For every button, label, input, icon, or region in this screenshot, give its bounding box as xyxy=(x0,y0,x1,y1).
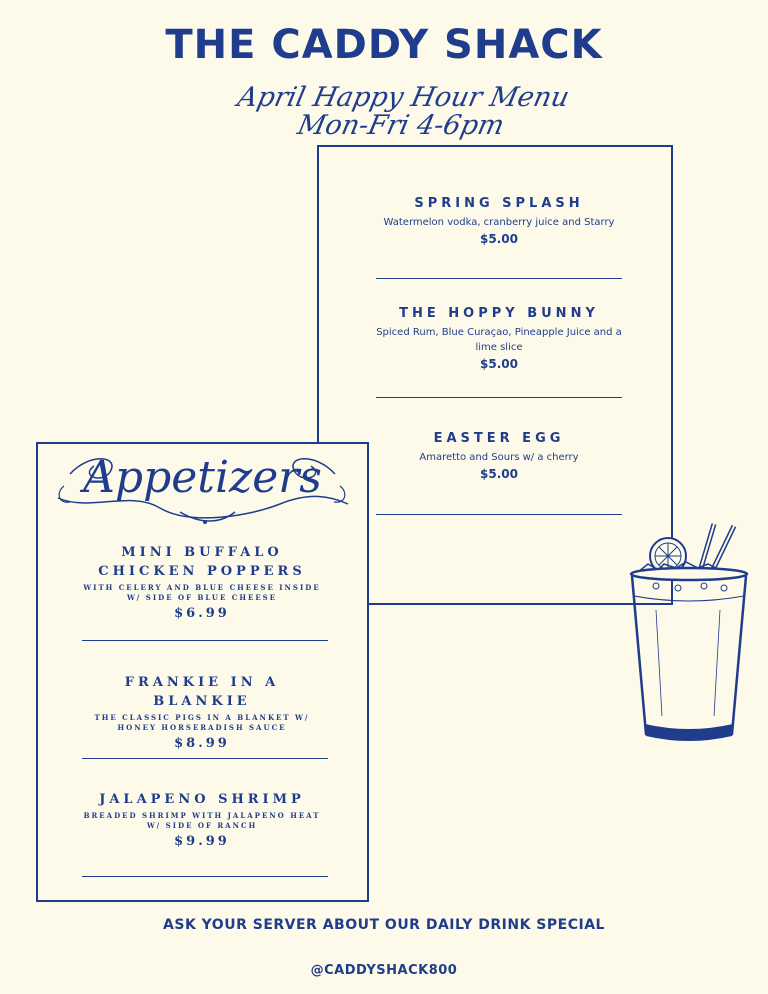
appetizers-heading xyxy=(50,446,355,526)
drinks-panel xyxy=(317,145,673,605)
appetizers-title: Appetizers xyxy=(83,452,322,503)
drink-item xyxy=(359,431,639,481)
appetizer-item xyxy=(82,790,322,849)
appetizer-description: BREADED SHRIMP WITH JALAPENO HEAT W/ SIDE OF RANCH xyxy=(83,811,321,830)
menu-hours: Mon-Fri 4-6pm xyxy=(294,110,507,141)
divider xyxy=(82,758,328,759)
daily-special-note: ASK YOUR SERVER ABOUT OUR DAILY DRINK SPECIAL xyxy=(163,917,605,933)
appetizer-price: $8.99 xyxy=(174,736,230,751)
appetizer-description: WITH CELERY AND BLUE CHEESE INSIDE W/ SIDE OF BLUE CHEESE xyxy=(83,583,321,602)
menu-subtitle: April Happy Hour Menu xyxy=(234,82,572,113)
divider xyxy=(376,278,622,279)
appetizer-name: FRANKIE IN A BLANKIE xyxy=(124,675,280,709)
divider xyxy=(82,640,328,641)
divider xyxy=(376,397,622,398)
divider xyxy=(376,514,622,515)
page-title: THE CADDY SHACK xyxy=(165,22,603,68)
appetizers-panel xyxy=(36,442,369,902)
drink-description: Watermelon vodka, cranberry juice and Starry xyxy=(383,217,615,228)
appetizer-item xyxy=(82,543,322,621)
drink-price: $5.00 xyxy=(480,357,518,371)
drink-item xyxy=(371,306,627,371)
divider xyxy=(82,876,328,877)
drink-description: Amaretto and Sours w/ a cherry xyxy=(419,452,579,463)
appetizer-item xyxy=(82,673,322,751)
appetizer-name: JALAPENO SHRIMP xyxy=(99,792,305,807)
appetizer-price: $6.99 xyxy=(174,606,230,621)
appetizer-name: MINI BUFFALO CHICKEN POPPERS xyxy=(98,545,306,579)
drink-price: $5.00 xyxy=(480,232,518,246)
drink-name: EASTER EGG xyxy=(433,431,565,446)
appetizer-price: $9.99 xyxy=(174,834,230,849)
drink-price: $5.00 xyxy=(480,467,518,481)
drink-name: SPRING SPLASH xyxy=(414,196,584,211)
drink-name: THE HOPPY BUNNY xyxy=(399,306,599,321)
social-handle: @CADDYSHACK800 xyxy=(310,963,458,978)
drink-description: Spiced Rum, Blue Curaçao, Pineapple Juice and a lime slice xyxy=(376,327,622,353)
appetizer-description: THE CLASSIC PIGS IN A BLANKET W/ HONEY HORSERADISH SAUCE xyxy=(94,713,310,732)
cocktail-glass-icon xyxy=(626,520,752,746)
drink-item xyxy=(359,196,639,246)
